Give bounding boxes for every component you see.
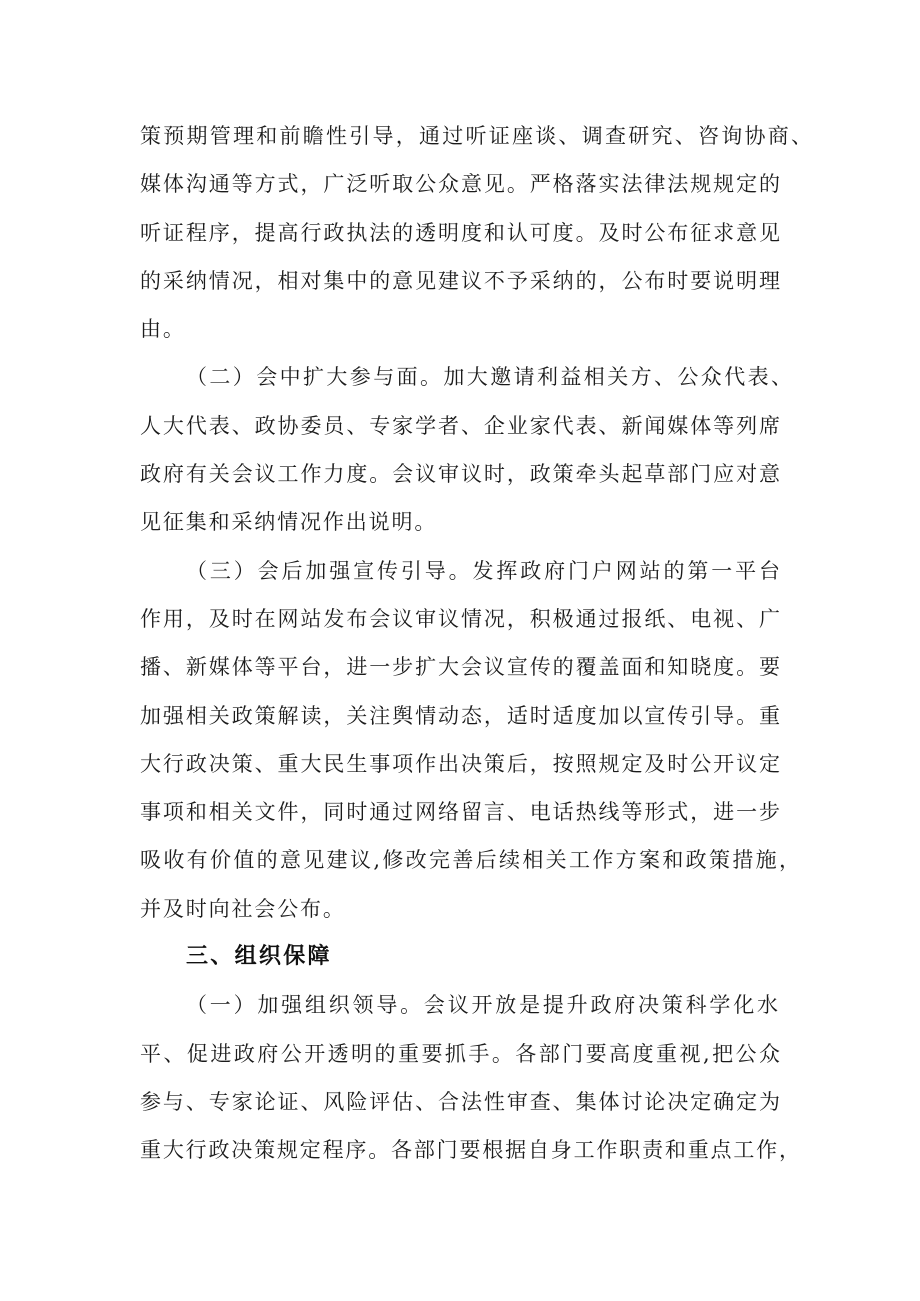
text-line: 见征集和采纳情况作出说明。 [140, 510, 438, 535]
text-line: 作用，及时在网站发布会议审议情况，积极通过报纸、电视、广 [140, 606, 780, 631]
text-line: 播、新媒体等平台，进一步扩大会议宣传的覆盖面和知晓度。要 [140, 655, 780, 680]
text-line: （三）会后加强宣传引导。发挥政府门户网站的第一平台 [186, 558, 780, 583]
paragraph [140, 353, 820, 546]
text-line: 大行政决策、重大民生事项作出决策后，按照规定及时公开议定 [140, 751, 780, 776]
text-line: 并及时向社会公布。 [140, 896, 346, 921]
text-line: 听证程序，提高行政执法的透明度和认可度。及时公布征求意见 [140, 220, 780, 245]
text-line: 人大代表、政协委员、专家学者、企业家代表、新闻媒体等列席 [140, 413, 780, 438]
paragraph [140, 547, 820, 933]
text-line: （一）加强组织领导。会议开放是提升政府决策科学化水 [186, 993, 778, 1018]
text-line: 平、促进政府公开透明的重要抓手。各部门要高度重视,把公众 [140, 1041, 780, 1066]
text-line: 重大行政决策规定程序。各部门要根据自身工作职责和重点工作， [140, 1138, 800, 1163]
paragraph [140, 981, 820, 1174]
text-line: 媒体沟通等方式，广泛听取公众意见。严格落实法律法规规定的 [140, 172, 780, 197]
text-line: 政府有关会议工作力度。会议审议时，政策牵头起草部门应对意 [140, 462, 780, 487]
document-body [140, 112, 820, 1175]
text-line: 策预期管理和前瞻性引导，通过听证座谈、调查研究、咨询协商、 [140, 124, 812, 148]
section-heading: 三、组织保障 [186, 944, 332, 970]
text-line: 参与、专家论证、风险评估、合法性审查、集体讨论决定确定为 [140, 1089, 780, 1114]
text-line: （二）会中扩大参与面。加大邀请利益相关方、公众代表、 [186, 365, 792, 390]
text-line: 由。 [140, 317, 186, 342]
text-line: 吸收有价值的意见建议,修改完善后续相关工作方案和政策措施， [140, 848, 800, 873]
paragraph [140, 112, 820, 353]
text-line: 加强相关政策解读，关注舆情动态，适时适度加以宣传引导。重 [140, 703, 780, 728]
text-line: 的采纳情况，相对集中的意见建议不予采纳的，公布时要说明理 [140, 268, 780, 293]
text-line: 事项和相关文件，同时通过网络留言、电话热线等形式，进一步 [140, 800, 780, 825]
